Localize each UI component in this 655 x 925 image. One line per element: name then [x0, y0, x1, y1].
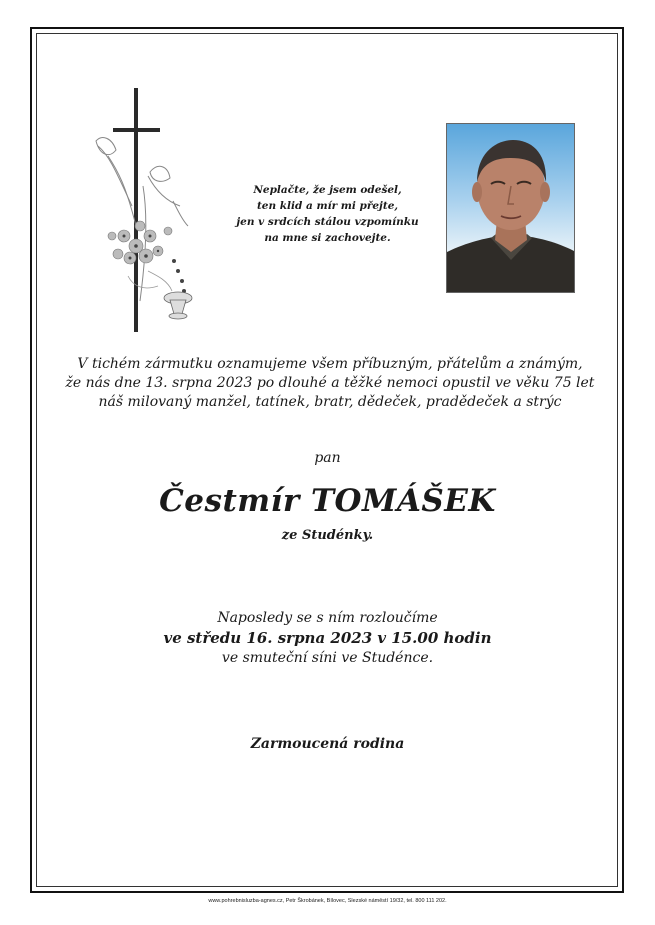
honorific-title: pan — [314, 450, 341, 466]
poem-verse — [225, 182, 430, 246]
poem-line: jen v srdcích stálou vzpomínku — [236, 216, 419, 228]
deceased-name: Čestmír TOMÁŠEK — [159, 483, 496, 519]
announcement-line: V tichém zármutku oznamujeme všem příbuzným, přátelům a známým, — [77, 356, 583, 372]
announcement-text — [60, 355, 600, 412]
poem-line: na mne si zachovejte. — [264, 232, 391, 244]
deceased-origin: ze Studénky. — [281, 528, 374, 543]
farewell-info — [0, 608, 655, 668]
cross-with-flowers-icon — [88, 86, 218, 336]
funeral-service-footer: www.pohrebnisluzba-agnes.cz, Petr Škrobánek, Bílovec, Slezské náměstí 19/32, tel. 800 111 202. — [208, 898, 447, 904]
portrait-photo — [446, 123, 575, 293]
poem-line: ten klid a mír mi přejte, — [256, 200, 399, 212]
family-signature: Zarmoucená rodina — [250, 736, 405, 752]
poem-line: Neplačte, že jsem odešel, — [253, 184, 402, 196]
announcement-line: že nás dne 13. srpna 2023 po dlouhé a těžké nemoci opustil ve věku 75 let — [65, 375, 595, 391]
farewell-datetime: ve středu 16. srpna 2023 v 15.00 hodin — [163, 629, 492, 647]
farewell-place: ve smuteční síni ve Studénce. — [221, 650, 434, 666]
announcement-line: náš milovaný manžel, tatínek, bratr, dědeček, pradědeček a strýc — [98, 394, 562, 410]
farewell-intro: Naposledy se s ním rozloučíme — [217, 610, 438, 626]
